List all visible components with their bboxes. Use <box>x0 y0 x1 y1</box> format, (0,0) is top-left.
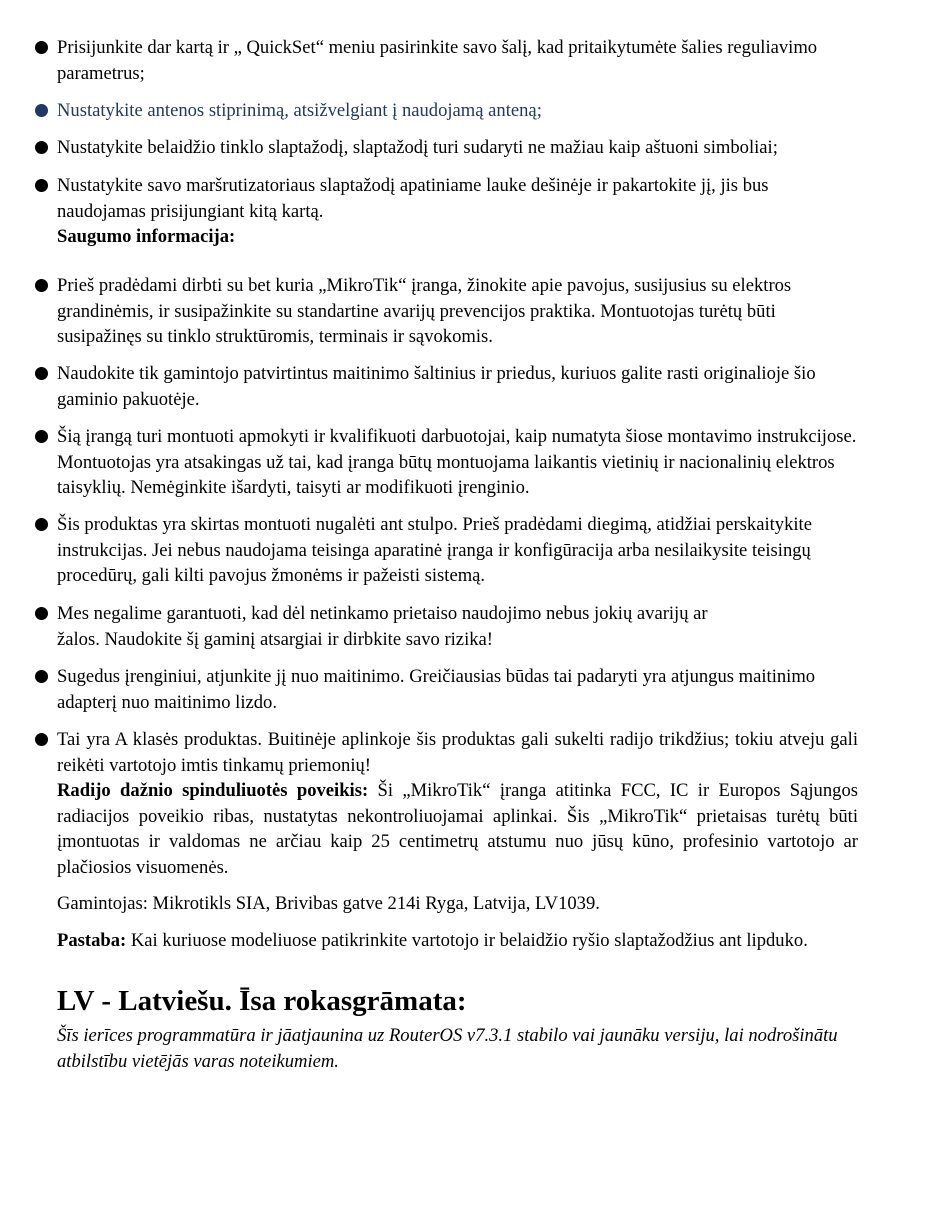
list-item-pole-mounting <box>57 512 858 589</box>
list-item-text-line: Mes negalime garantuoti, kad dėl netinkamo prietaiso naudojimo nebus jokių avarijų ar <box>57 603 708 624</box>
rf-exposure-text: Ši „MikroTik“ įranga atitinka FCC, IC ir Europos Sąjungos radiacijos poveikio ribas, nustatytas nekontroliuojamai aplinkai. Šis „MikroTik“ prietaisas turėtų būti įmontuotas ir valdomas ne arčiau kaip 25 centimetrų atstumu nuo jūsų kūno, profesinio vartotojo ar plačiosios visuomenės. <box>57 780 858 878</box>
list-item-text: Sugedus įrenginiui, atjunkite jį nuo maitinimo. Greičiausias būdas tai padaryti yra atjungus maitinimo adapterį nuo maitinimo lizdo. <box>57 666 816 713</box>
list-item-text: Prisijunkite dar kartą ir „ QuickSet“ meniu pasirinkite savo šalį, kad pritaikytumėte šalies reguliavimo parametrus; <box>57 37 818 84</box>
bullet-icon <box>35 518 48 531</box>
list-item-text: Nustatykite savo maršrutizatoriaus slaptažodį apatiniame lauke dešinėje ir pakartokite jį, jis bus naudojamas prisijungiant kitą kartą. <box>57 175 769 222</box>
bullet-icon <box>35 607 48 620</box>
bullet-icon <box>35 670 48 683</box>
rf-exposure-paragraph <box>57 778 858 880</box>
note-text: Kai kuriuose modeliuose patikrinkite vartotojo ir belaidžio ryšio slaptažodžius ant lipduko. <box>126 930 808 951</box>
list-item-wireless-password <box>57 135 858 161</box>
list-item-antenna-gain <box>57 98 858 124</box>
list-item-text: Nustatykite antenos stiprinimą, atsižvelgiant į naudojamą anteną; <box>57 100 542 121</box>
rf-exposure-label: Radijo dažnio spinduliuotės poveikis: <box>57 780 369 801</box>
list-item-text: Tai yra A klasės produktas. Buitinėje aplinkoje šis produktas gali sukelti radijo trikdžius; tokiu atveju gali reikėti vartotojo imtis tinkamų priemonių! <box>57 729 858 776</box>
bullet-icon <box>35 179 48 192</box>
bullet-icon <box>35 367 48 380</box>
list-item-qualified-personnel <box>57 424 858 501</box>
list-item-text: Prieš pradėdami dirbti su bet kuria „MikroTik“ įranga, žinokite apie pavojus, susijusius su elektros grandinėmis, ir susipažinkite su standartine avarijų prevencijos praktika. Montuotojas turėtų būti susipažinęs su tinklo struktūromis, terminais ir sąvokomis. <box>57 275 792 347</box>
list-item-power-supplies <box>57 361 858 412</box>
bullet-icon <box>35 41 48 54</box>
note-paragraph <box>57 928 858 954</box>
bullet-icon <box>35 279 48 292</box>
list-item-text: Nustatykite belaidžio tinklo slaptažodį, slaptažodį turi sudaryti ne mažiau kaip aštuoni simboliai; <box>57 137 778 158</box>
list-item-class-a <box>57 727 858 880</box>
list-item-text: Šią įrangą turi montuoti apmokyti ir kvalifikuoti darbuotojai, kaip numatyta šiose montavimo instrukcijose. Montuotojas yra atsakingas už tai, kad įranga būtų montuojama laikantis vietinių ir nacionalinių elektros taisyklių. Nemėginkite išardyti, taisyti ar modifikuoti įrenginio. <box>57 426 857 498</box>
safety-heading: Saugumo informacija: <box>57 226 236 247</box>
list-item-disconnect-power <box>57 664 858 715</box>
list-item-text: Naudokite tik gamintojo patvirtintus maitinimo šaltinius ir priedus, kuriuos galite rasti originalioje šio gaminio pakuotėje. <box>57 363 816 410</box>
bullet-icon <box>35 733 48 746</box>
bullet-icon <box>35 430 48 443</box>
list-item-safety-hazards <box>57 273 858 350</box>
list-item-quickset-country <box>57 35 858 86</box>
list-item-router-password <box>57 173 858 250</box>
manufacturer-paragraph: Gamintojas: Mikrotikls SIA, Brivibas gatve 214i Ryga, Latvija, LV1039. <box>57 893 600 914</box>
lv-intro-paragraph: Šīs ierīces programmatūra ir jāatjaunina uz RouterOS v7.3.1 stabilo vai jaunāku versiju, lai nodrošinātu atbilstību vietējās varas noteikumiem. <box>57 1025 838 1072</box>
list-item-text-line: žalos. Naudokite šį gaminį atsargiai ir dirbkite savo rizika! <box>57 628 493 650</box>
bullet-icon <box>35 104 48 117</box>
note-label: Pastaba: <box>57 930 127 951</box>
lv-section-heading: LV - Latviešu. Īsa rokasgrāmata: <box>57 985 467 1017</box>
list-item-no-guarantee <box>57 601 858 652</box>
list-item-text: Šis produktas yra skirtas montuoti nugalėti ant stulpo. Prieš pradėdami diegimą, atidžiai perskaitykite instrukcijas. Jei nebus naudojama teisinga aparatinė įranga ir konfigūracija arba nesilaikysite teisingų procedūrų, gali kilti pavojus žmonėms ir pažeisti sistemą. <box>57 514 812 586</box>
bullet-icon <box>35 141 48 154</box>
